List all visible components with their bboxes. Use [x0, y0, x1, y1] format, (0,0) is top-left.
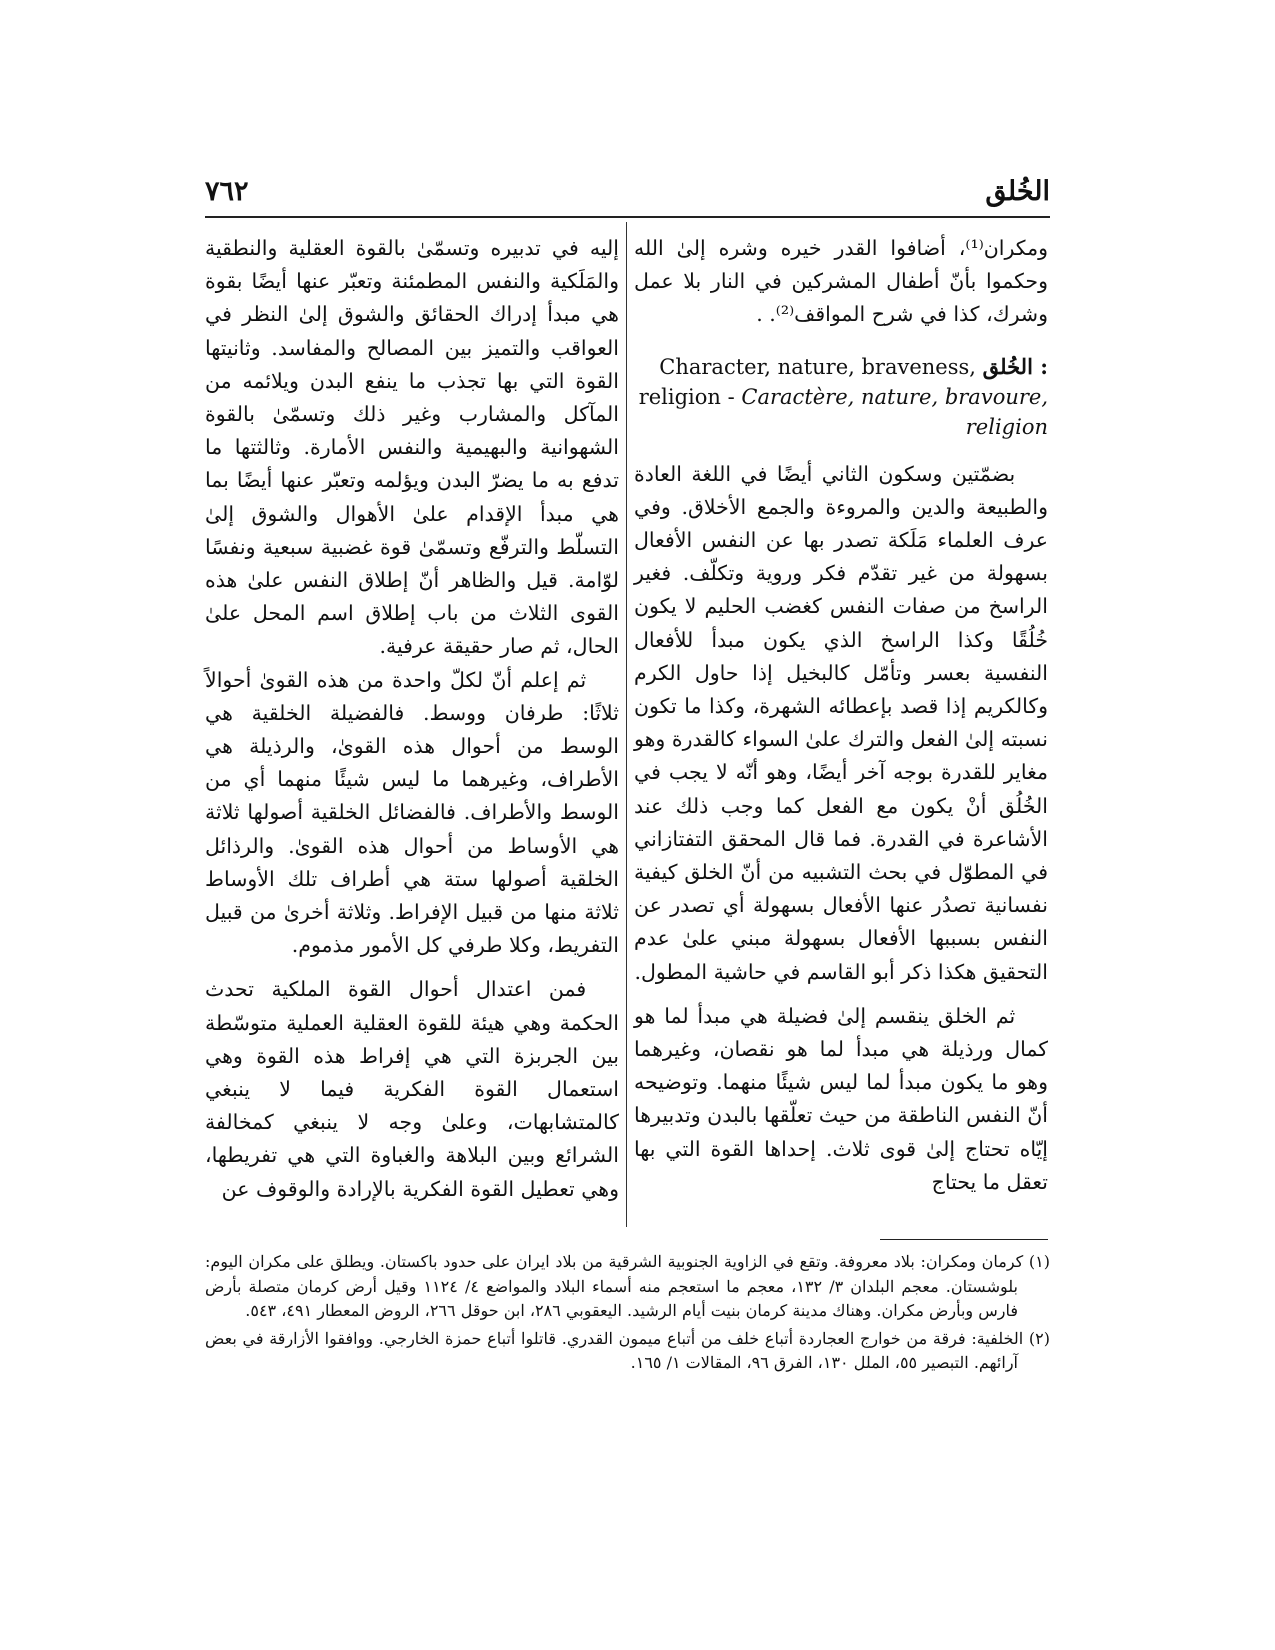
running-title: الخُلق: [985, 176, 1050, 207]
intro-paragraph: ومكران⁽¹⁾، أضافوا القدر خيره وشره إلىٰ الله وحكموا بأنّ أطفال المشركين في النار بلا عمل وشرك، كذا في شرح المواقف⁽²⁾. .: [634, 236, 1048, 327]
entry-french: Caractère, nature, bravoure, religion: [741, 384, 1048, 439]
header-rule: [205, 216, 1050, 218]
entry-headword: الخُلق :: [982, 353, 1048, 379]
wisdom-paragraph: فمن اعتدال أحوال القوة الملكية تحدث الحكمة وهي هيئة للقوة العقلية العملية متوسّطة بين الجربزة التي هي إفراط هذه القوة وهي استعمال القوة الفكرية فيما لا ينبغي كالمتشابهات، وعلىٰ وجه لا ينبغي كمخالفة الشرائع وبين البلاهة والغباوة التي هي تفريطها، وهي تعطيل القوة الفكرية بالإرادة والوقوف عن: [205, 977, 619, 1201]
entry-english-2: religion -: [638, 384, 735, 409]
states-paragraph: ثم إعلم أنّ لكلّ واحدة من هذه القوىٰ أحوالاً ثلاثًا: طرفان ووسط. فالفضيلة الخلقية هي الوسط من أحوال هذه القوىٰ، والرذيلة هي الأطراف، وغيرهما ما ليس شيئًا منهما أي من الوسط والأطراف. فالفضائل الخلقية أصولها ثلاثة هي الأوساط من أحوال هذه القوىٰ. والرذائل الخلقية أصولها ستة هي أطراف تلك الأوساط ثلاثة منها من قبيل الإفراط. وثلاثة أخرىٰ من قبيل التفريط، وكلا طرفي كل الأمور مذموم.: [205, 667, 619, 958]
footnotes: [205, 1250, 1050, 1379]
footnote-rule: [880, 1239, 1048, 1240]
page-header: [205, 176, 1050, 214]
paragraph-gap: [205, 962, 619, 973]
footnote-2: (٢) الخلفية: فرقة من خوارج العجاردة أتباع خلف من أتباع ميمون القدري. قاتلوا أتباع حمزة الخارجي. ووافقوا الأزارقة في بعض آرائهم. التبصير ٥٥، الملل ١٣٠، الفرق ٩٦، المقالات ١/ ١٦٥.: [205, 1328, 1050, 1372]
dictionary-entry: [634, 352, 1048, 442]
division-paragraph: ثم الخلق ينقسم إلىٰ فضيلة هي مبدأ لما هو كمال ورذيلة هي مبدأ لما هو نقصان، وغيرهما وهو ما يكون مبدأ لما ليس شيئًا منهما. وتوضيحه أنّ النفس الناطقة من حيث تعلّقها بالبدن وتدبيرها إيّاه تحتاج إلىٰ قوى ثلاث. إحداها القوة التي بها تعقل ما يحتاج: [634, 1003, 1048, 1194]
definition-paragraph: بضمّتين وسكون الثاني أيضًا في اللغة العادة والطبيعة والدين والمروءة والجمع الأخلاق. وفي عرف العلماء مَلَكة تصدر بها عن النفس الأفعال بسهولة من غير تقدّم فكر وروية وتكلّف. فغير الراسخ من صفات النفس كغضب الحليم لا يكون خُلُقًا وكذا الراسخ الذي يكون مبدأ للأفعال النفسية بعسر وتأمّل كالبخيل إذا حاول الكرم وكالكريم إذا قصد بإعطائه الشهرة، وكذا ما تكون نسبته إلىٰ الفعل والترك علىٰ السواء كالقدرة وهو مغاير للقدرة بوجه آخر أيضًا، وهو أنّه لا يجب في الخُلُق أنْ يكون مع الفعل كما وجب ذلك عند الأشاعرة في القدرة. فما قال المحقق التفتازاني في المطوّل في بحث التشبيه من أنّ الخلق كيفية نفسانية تصدُر عنها الأفعال بسهولة أي تصدر عن النفس بسببها الأفعال بسهولة مبني علىٰ عدم التحقيق هكذا ذكر أبو القاسم في حاشية المطول.: [634, 461, 1048, 984]
paragraph-gap: [634, 989, 1048, 1000]
left-column: [205, 232, 619, 1206]
column-divider: [626, 222, 627, 1227]
entry-english: Character, nature, braveness,: [659, 354, 976, 379]
footnote-1: (١) كرمان ومكران: بلاد معروفة. وتقع في الزاوية الجنوبية الشرقية من بلاد ايران على حدود باكستان. ويطلق على مكران اليوم: بلوشستان. معجم البلدان ٣/ ١٣٢، معجم ما استعجم منه أسماء البلاد والمواضع ٤/ ١١٢٤ وقيل أرض كرمان متصلة بأرض فارس وبأرض مكران. وهناك مدينة كرمان بنيت أيام الرشيد. اليعقوبي ٢٨٦، ابن حوقل ٢٦٦، الروض المعطار ٤٩١، ٥٤٣.: [205, 1252, 1050, 1320]
right-column: [634, 232, 1048, 1199]
faculties-paragraph: إليه في تدبيره وتسمّىٰ بالقوة العقلية والنطقية والمَلَكية والنفس المطمئنة وتعبّر عنها أيضًا بقوة هي مبدأ إدراك الحقائق والشوق إلىٰ النظر في العواقب والتميز بين المصالح والمفاسد. وثانيتها القوة التي بها تجذب ما ينفع البدن ويلائمه من المآكل والمشارب وغير ذلك وتسمّىٰ بالقوة الشهوانية والبهيمية والنفس الأمارة. وثالثتها ما تدفع به ما يضرّ البدن ويؤلمه وتعبّر عنها أيضًا بما هي مبدأ الإقدام علىٰ الأهوال والشوق إلىٰ التسلّط والترفّع وتسمّىٰ قوة غضبية سبعية ونفسًا لوّامة. قيل والظاهر أنّ إطلاق النفس علىٰ هذه القوى الثلاث من باب إطلاق اسم المحل علىٰ الحال، ثم صار حقيقة عرفية.: [205, 236, 619, 659]
page-number: ٧٦٢: [205, 176, 249, 207]
